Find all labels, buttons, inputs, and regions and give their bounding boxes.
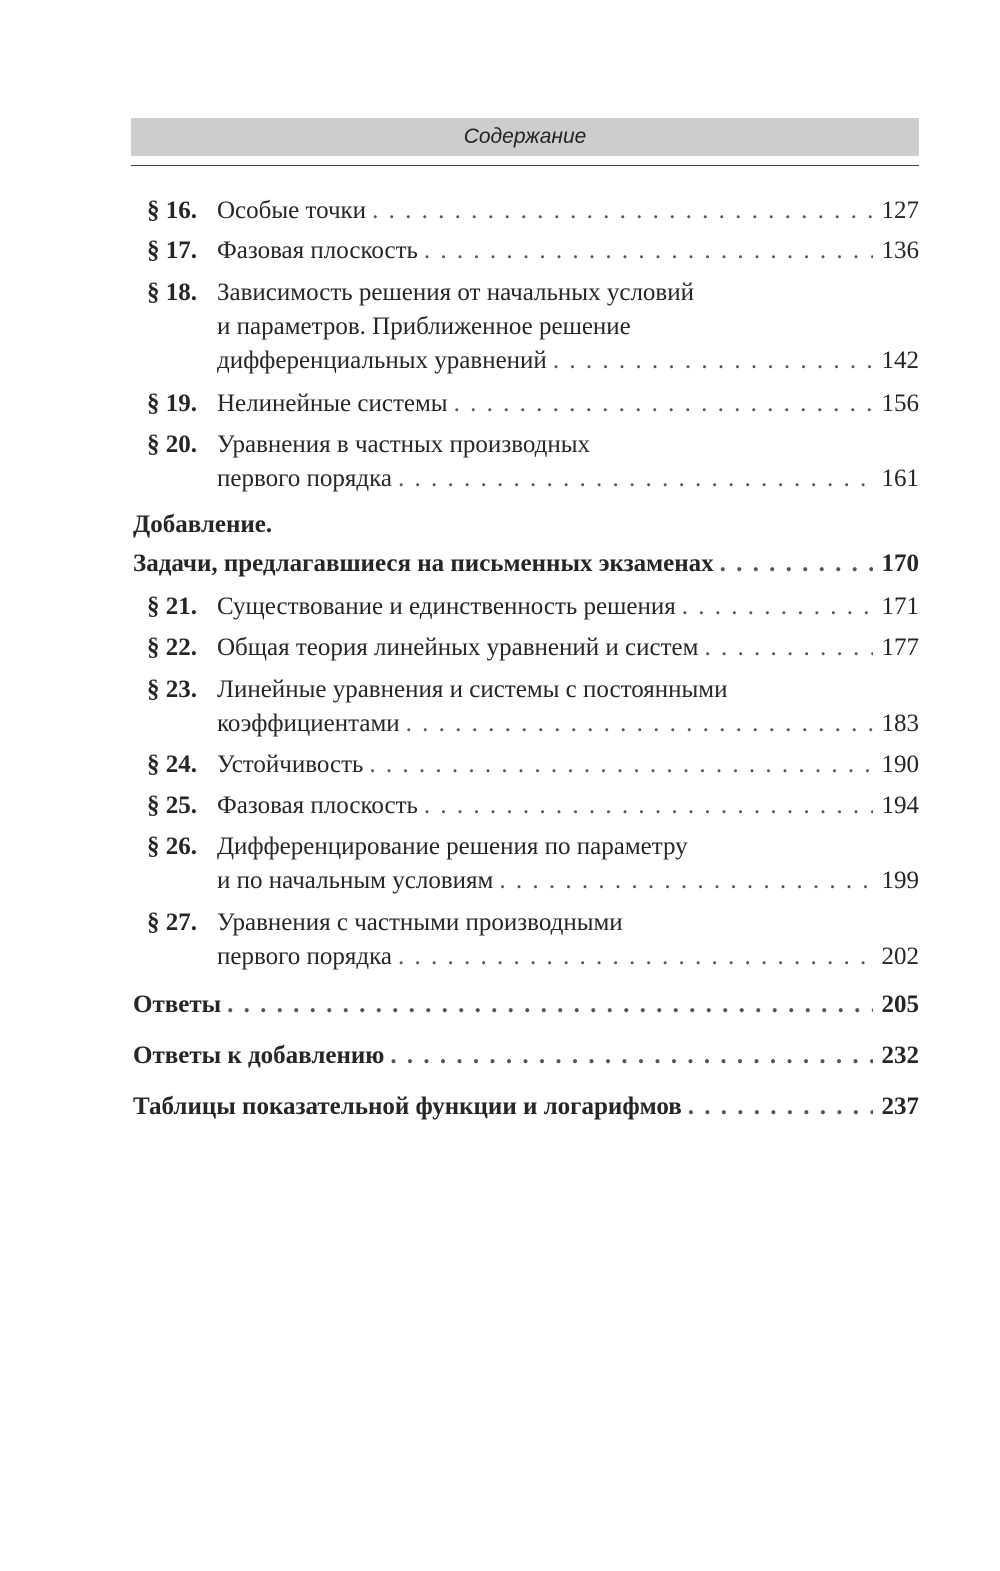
- section-number: § 22.: [147, 634, 197, 661]
- toc-entry-title-line: [217, 387, 919, 421]
- toc-entry-title-line: [217, 830, 919, 864]
- section-title: Устойчивость: [217, 751, 364, 778]
- section-number: § 26.: [147, 833, 197, 860]
- dot-leader: [682, 590, 873, 624]
- section-title: Нелинейные системы: [217, 390, 448, 417]
- section-title: коэффициентами: [217, 710, 400, 737]
- back-matter-title: Таблицы показательной функции и логарифмов: [133, 1093, 682, 1120]
- dot-leader: [424, 789, 873, 823]
- toc-entry-title-line: [217, 864, 919, 898]
- section-title: первого порядка: [217, 465, 392, 492]
- toc-entry-title-line: [217, 673, 919, 707]
- section-title: первого порядка: [217, 943, 392, 970]
- page-number: 237: [881, 1093, 919, 1120]
- dot-leader: [372, 194, 873, 228]
- page-number: 177: [881, 634, 919, 661]
- page-number: 202: [881, 943, 919, 970]
- dot-leader: [406, 707, 873, 741]
- section-number: § 19.: [147, 390, 197, 417]
- back-matter-line: [133, 1090, 919, 1124]
- toc-entry-title-line: [217, 590, 919, 624]
- section-number: § 23.: [147, 676, 197, 703]
- page-number: 205: [881, 991, 919, 1018]
- dot-leader: [553, 344, 873, 378]
- section-title: и параметров. Приближенное решение: [217, 313, 631, 340]
- dot-leader: [398, 462, 873, 496]
- toc-entry-title-line: [217, 906, 919, 940]
- page-number: 194: [881, 792, 919, 819]
- dot-leader: [704, 631, 873, 665]
- section-number: § 25.: [147, 792, 197, 819]
- toc-entry-title-line: [217, 748, 919, 782]
- dot-leader: [398, 940, 873, 974]
- section-number: § 21.: [147, 593, 197, 620]
- running-header-title: Содержание: [463, 125, 587, 148]
- page-number: 171: [881, 593, 919, 620]
- toc-entry-title-line: [217, 276, 919, 310]
- page-number: 127: [881, 197, 919, 224]
- section-number: § 17.: [147, 237, 197, 264]
- dot-leader: [720, 547, 873, 581]
- section-title: Фазовая плоскость: [217, 792, 418, 819]
- section-number: § 20.: [147, 431, 197, 458]
- toc-entry-title-line: [217, 707, 919, 741]
- page-number: 190: [881, 751, 919, 778]
- page-number: 170: [881, 550, 919, 577]
- page-number: 136: [881, 237, 919, 264]
- back-matter-line: [133, 988, 919, 1022]
- section-number: § 16.: [147, 197, 197, 224]
- toc-entry-title-line: [217, 631, 919, 665]
- toc-entry-title-line: [217, 310, 919, 344]
- dot-leader: [369, 748, 873, 782]
- appendix-title-line: [133, 547, 919, 581]
- dot-leader: [454, 387, 873, 421]
- page-number: 161: [881, 465, 919, 492]
- section-title: Общая теория линейных уравнений и систем: [217, 634, 699, 661]
- section-title: Уравнения в частных производных: [217, 431, 590, 458]
- toc-entry-title-line: [217, 234, 919, 268]
- section-title: Зависимость решения от начальных условий: [217, 279, 694, 306]
- dot-leader: [499, 864, 873, 898]
- back-matter-title: Ответы: [133, 991, 222, 1018]
- dot-leader: [227, 988, 873, 1022]
- section-title: Существование и единственность решения: [217, 593, 676, 620]
- toc-entry-title-line: [217, 462, 919, 496]
- page-number: 199: [881, 867, 919, 894]
- page-number: 156: [881, 390, 919, 417]
- section-title: Особые точки: [217, 197, 367, 224]
- section-title: Фазовая плоскость: [217, 237, 418, 264]
- toc-entry-title-line: [217, 428, 919, 462]
- toc-entry-title-line: [217, 940, 919, 974]
- section-number: § 27.: [147, 909, 197, 936]
- back-matter-title: Ответы к добавлению: [133, 1042, 385, 1069]
- appendix-title: Задачи, предлагавшиеся на письменных экзаменах: [133, 550, 714, 577]
- dot-leader: [688, 1090, 873, 1124]
- page-number: 232: [881, 1042, 919, 1069]
- section-title: Линейные уравнения и системы с постоянными: [217, 676, 728, 703]
- section-title: дифференциальных уравнений: [217, 347, 547, 374]
- section-title: Уравнения с частными производными: [217, 909, 623, 936]
- dot-leader: [424, 234, 873, 268]
- toc-entry-title-line: [217, 194, 919, 228]
- toc-entry-title-line: [217, 344, 919, 378]
- back-matter-line: [133, 1039, 919, 1073]
- appendix-label: Добавление.: [133, 511, 273, 538]
- section-number: § 24.: [147, 751, 197, 778]
- page-number: 142: [881, 347, 919, 374]
- section-title: Дифференцирование решения по параметру: [217, 833, 688, 860]
- running-header: [131, 118, 919, 156]
- section-number: § 18.: [147, 279, 197, 306]
- section-title: и по начальным условиям: [217, 867, 494, 894]
- page-number: 183: [881, 710, 919, 737]
- dot-leader: [390, 1039, 873, 1073]
- header-rule: [131, 165, 919, 166]
- toc-entry-title-line: [217, 789, 919, 823]
